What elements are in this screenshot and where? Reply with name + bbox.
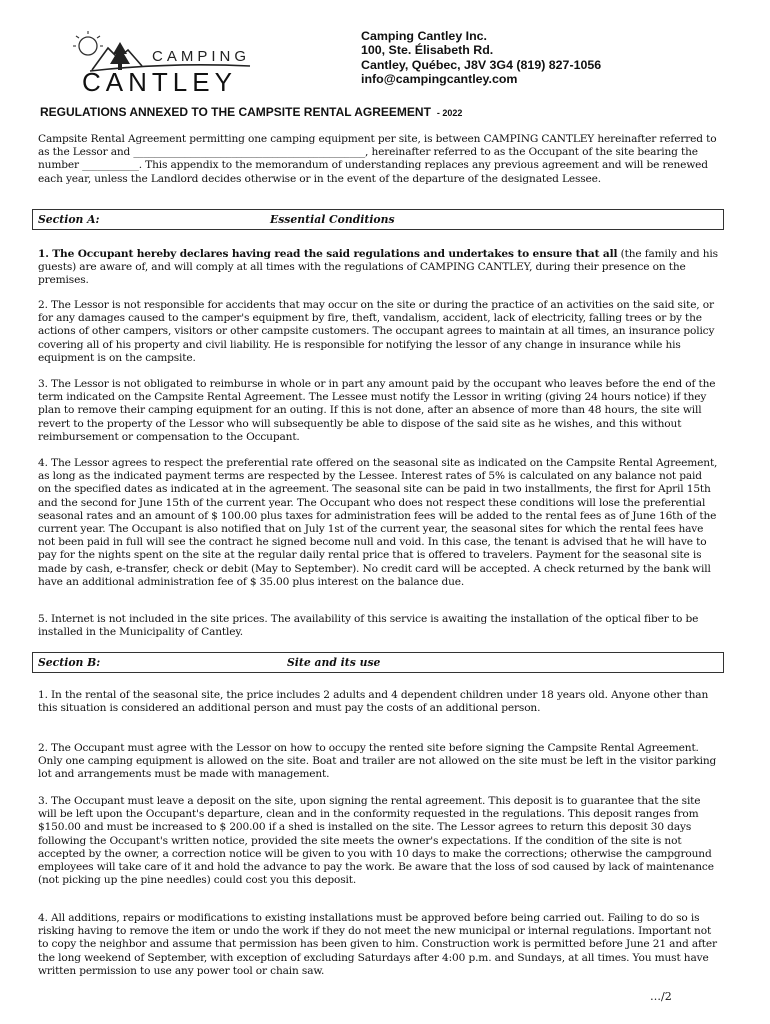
document-title	[40, 105, 462, 119]
section-b-item-4: 4. All additions, repairs or modifications to existing installations must be approved before being carried out. Failing to do so is risking having to remove the item or undo the work if they do not meet the new municipal or internal regulations. Important not to copy the neighbor and assume that permission has been given to him. Construction work is permitted before June 21 and after the long weekend of September, with exception of excluding Saturdays after 4:00 p.m. and Sundays, at all times. You must have written permission to use any power tool or chain saw.	[38, 912, 717, 977]
section-a-header	[32, 209, 724, 230]
section-a-item-4: 4. The Lessor agrees to respect the preferential rate offered on the seasonal site as indicated on the Campsite Rental Agreement, as long as the indicated payment terms are respected by the Lessee. Interest rates of 5% is calculated on any balance not paid on the specified dates as indicated at in the agreement. The seasonal site can be paid in two installments, the first for April 15th and the second for June 15th of the current year. The Occupant who does not respect these conditions will lose the preferential seasonal rates and an amount of $ 100.00 plus taxes for administration fees will be added to the rental fees as of June 16th of the current year. The Occupant is also notified that on July 1st of the current year, the seasonal sites for which the rental fees have not been paid in full will see the contract he signed become null and void. In this case, the tenant is advised that he will have to pay for the nights spent on the site at the regular daily rental price that is offered to travelers. Payment for the seasonal site is made by cash, e-transfer, check or debit (May to September). No credit card will be accepted. A check returned by the bank will have an additional administration fee of $ 35.00 plus interest on the balance due.	[38, 457, 718, 588]
camping-cantley-logo	[60, 26, 260, 100]
section-a-item-1	[38, 248, 718, 288]
section-a-item-3: 3. The Lessor is not obligated to reimburse in whole or in part any amount paid by the occupant who leaves before the end of the term indicated on the Campsite Rental Agreement. The Lessee must notify the Lessor in writing (giving 24 hours notice) if they plan to remove their camping equipment for an outing. If this is not done, after an absence of more than 48 hours, the site will revert to the property of the Lessor who will subsequently be able to dispose of the said site as he wishes, and this without reimbursement or compensation to the Occupant.	[38, 378, 716, 443]
logo-text-bottom: CANTLEY	[82, 67, 237, 97]
company-email: info@campingcantley.com	[361, 71, 518, 86]
section-b-header	[32, 652, 724, 673]
intro-paragraph: Campsite Rental Agreement permitting one camping equipment per site, is between CAMPING CANTLEY hereinafter referred to as the Lessor and _____________________________________________, hereinafter referred to as the Occupant of the site bearing the number ___________. This appendix to the memorandum of understanding replaces any previous agreement and will be renewed each year, unless the Landlord decides otherwise or in the event of the departure of the designated Lessee.	[38, 133, 717, 185]
section-b-item-1: 1. In the rental of the seasonal site, the price includes 2 adults and 4 dependent children under 18 years old. Anyone other than this situation is considered an additional person and must pay the costs of an additional person.	[38, 689, 709, 715]
section-b-item-2: 2. The Occupant must agree with the Lessor on how to occupy the rented site before signing the Campsite Rental Agreement. Only one camping equipment is allowed on the site. Boat and trailer are not allowed on the site must be left in the visitor parking lot and arrangements must be made with management.	[38, 742, 717, 781]
section-b-item-3: 3. The Occupant must leave a deposit on the site, upon signing the rental agreement. This deposit is to guarantee that the site will be left upon the Occupant's departure, clean and in the conformity requested in the regulations. This deposit ranges from $150.00 and must be increased to $ 200.00 if a shed is installed on the site. The Lessor agrees to return this deposit 30 days following the Occupant's written notice, provided the site meets the owner's expectations. If the condition of the site is not accepted by the owner, a correction notice will be given to you with 10 days to make the corrections; otherwise the campground employees will take care of it and hold the advance to pay the work. Be aware that the loss of sod caused by lack of maintenance (not picking up the pine needles) could cost you this deposit.	[38, 795, 714, 887]
company-address: 100, Ste. Élisabeth Rd.	[361, 43, 494, 58]
document-title-text: REGULATIONS ANNEXED TO THE CAMPSITE RENTAL AGREEMENT	[40, 105, 431, 119]
section-a-item-1-text: (the family and his guests) are aware of, and will comply at all times with the regulations of CAMPING CANTLEY, during their presence on the premises.	[38, 248, 718, 287]
company-city-phone: Cantley, Québec, J8V 3G4 (819) 827-1056	[361, 57, 602, 72]
logo-text-top: CAMPING	[152, 48, 251, 65]
section-a-item-1-bold: 1. The Occupant hereby declares having read the said regulations and undertakes to ensure that all	[38, 248, 618, 260]
section-a-label: Section A:	[38, 213, 100, 226]
section-a-item-2: 2. The Lessor is not responsible for accidents that may occur on the site or during the practice of an activities on the said site, or for any damages caused to the camper's equipment by fire, theft, vandalism, accident, lack of electricity, falling trees or by the actions of other campers, visitors or other campsite customers. The occupant agrees to maintain at all times, an insurance policy covering all of his property and civil liability. He is responsible for notifying the lessor of any change in insurance while his equipment is on the campsite.	[38, 299, 715, 364]
page-number: …/2	[650, 990, 672, 1003]
company-info	[361, 29, 601, 86]
company-name: Camping Cantley Inc.	[361, 29, 487, 43]
section-a-item-5: 5. Internet is not included in the site prices. The availability of this service is awaiting the installation of the optical fiber to be installed in the Municipality of Cantley.	[38, 613, 699, 639]
section-a-title: Essential Conditions	[270, 213, 395, 226]
section-b-label: Section B:	[38, 656, 101, 669]
section-b-title: Site and its use	[287, 656, 381, 669]
document-title-year: - 2022	[436, 108, 463, 118]
